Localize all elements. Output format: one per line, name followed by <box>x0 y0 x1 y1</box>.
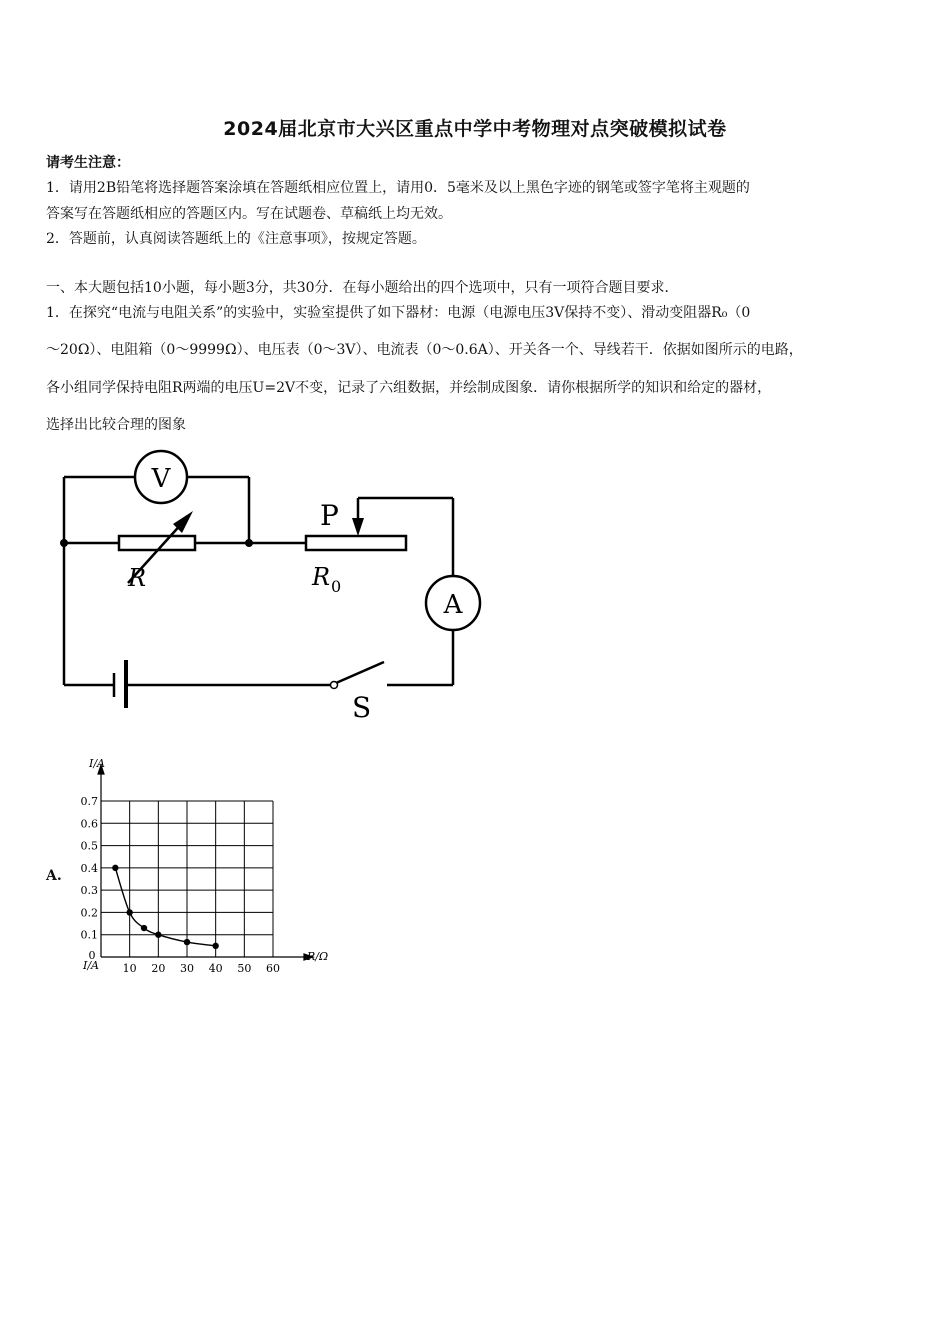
voltmeter <box>135 451 187 503</box>
svg-text:P: P <box>320 499 339 532</box>
y-tick-label: 0.4 <box>80 861 98 875</box>
option-a-label: A. <box>46 868 62 884</box>
y-tick-label: 0.5 <box>80 839 98 853</box>
data-point <box>141 925 147 931</box>
x-tick-label: 50 <box>237 962 252 974</box>
notice-heading: 请考生注意： <box>46 155 130 171</box>
rheostat-r0 <box>306 498 406 596</box>
x-tick-label: 10 <box>122 962 137 974</box>
data-point <box>112 865 118 871</box>
notice-item-2: 2．答题前，认真阅读答题纸上的《注意事项》，按规定答题。 <box>46 231 426 247</box>
y-tick-label: 0.2 <box>80 906 98 920</box>
data-point <box>126 909 132 915</box>
page-title: 2024届北京市大兴区重点中学中考物理对点突破模拟试卷 <box>223 118 727 140</box>
option-a-chart <box>70 752 340 974</box>
svg-text:R: R <box>312 563 331 591</box>
ammeter <box>426 576 480 630</box>
data-curve <box>115 868 215 946</box>
x-axis-label: R/Ω <box>307 950 329 963</box>
question-1-line-2: ～20Ω）、电阻箱（0～9999Ω）、电压表（0～3V）、电流表（0～0.6A）、开关各一个、导线若干．依据如图所示的电路， <box>46 342 803 358</box>
x-tick-label: 20 <box>151 962 166 974</box>
x-tick-label: 30 <box>180 962 194 974</box>
svg-text:S: S <box>352 691 372 724</box>
y-tick-label: 0.1 <box>80 928 98 942</box>
x-tick-label: 60 <box>266 962 280 974</box>
data-point <box>212 943 218 949</box>
notice-item-1-line-2: 答案写在答题纸相应的答题区内。写在试题卷、草稿纸上均无效。 <box>46 206 452 222</box>
resistor-r <box>119 511 195 592</box>
y-axis-label: I/A <box>89 757 105 770</box>
svg-text:V: V <box>151 464 171 494</box>
svg-text:A: A <box>443 590 463 620</box>
x-tick-label: 40 <box>208 962 223 974</box>
question-1-line-4: 选择出比较合理的图象 <box>46 417 186 433</box>
svg-text:R: R <box>128 564 147 592</box>
question-1-line-3: 各小组同学保持电阻R两端的电压U=2V不变，记录了六组数据，并绘制成图象．请你根据所学的知识和给定的器材， <box>46 380 772 396</box>
bottom-axis-label: I/A <box>83 959 99 972</box>
y-tick-label: 0.3 <box>80 884 98 898</box>
switch <box>331 682 372 725</box>
origin-label: 0 <box>88 949 96 962</box>
circuit-diagram <box>0 440 520 730</box>
notice-item-1-line-1: 1．请用2B铅笔将选择题答案涂填在答题纸相应位置上，请用0．5毫米及以上黑色字迹的钢笔或签字笔将主观题的 <box>46 180 750 196</box>
question-1-line-1: 1．在探究“电流与电阻关系”的实验中，实验室提供了如下器材：电源（电源电压3V保持不变）、滑动变阻器R₀（0 <box>46 305 751 321</box>
y-tick-label: 0.6 <box>80 817 98 831</box>
data-point <box>184 939 190 945</box>
svg-text:0: 0 <box>331 577 342 596</box>
data-point <box>155 932 161 938</box>
section-heading: 一、本大题包括10小题，每小题3分，共30分．在每小题给出的四个选项中，只有一项符合题目要求． <box>46 280 679 296</box>
y-tick-label: 0.7 <box>80 795 98 808</box>
